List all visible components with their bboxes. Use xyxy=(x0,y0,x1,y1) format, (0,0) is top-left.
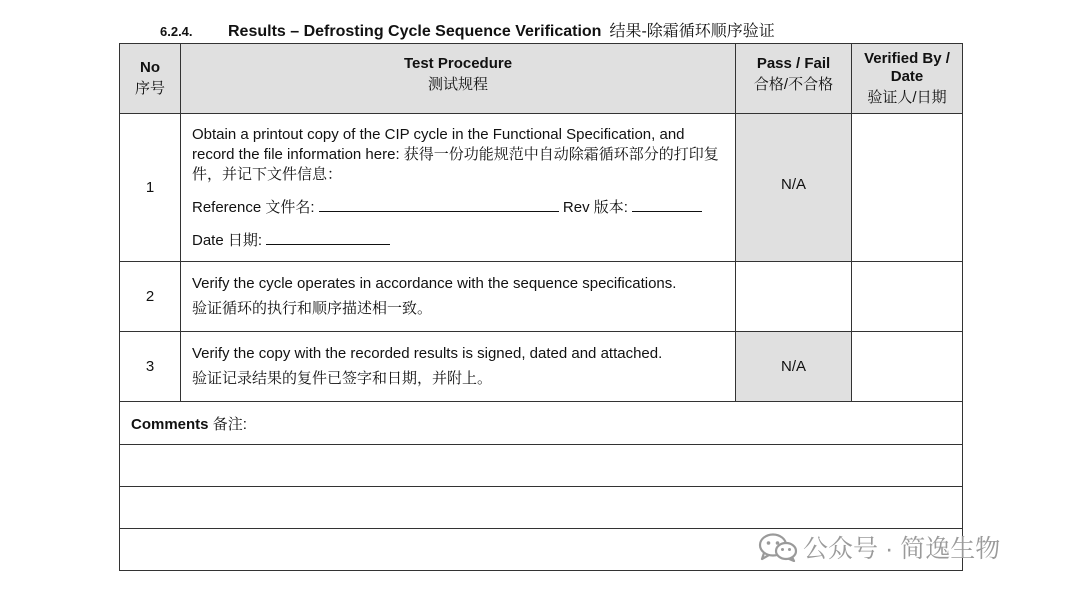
section-number: 6.2.4. xyxy=(160,24,193,39)
reference-blank[interactable] xyxy=(319,197,559,212)
header-no xyxy=(120,44,181,114)
pass-fail-cell xyxy=(736,114,852,262)
verified-cell[interactable] xyxy=(852,332,963,402)
row-number: 1 xyxy=(120,114,181,262)
pass-fail-cell[interactable] xyxy=(736,262,852,332)
header-row xyxy=(120,44,963,114)
verified-cell[interactable] xyxy=(852,114,963,262)
header-pass-fail xyxy=(736,44,852,114)
comment-line xyxy=(120,487,963,529)
pass-fail-value: N/A xyxy=(780,358,806,375)
comment-line xyxy=(120,445,963,487)
procedure-text: Obtain a printout copy of the CIP cycle in the Functional Specification, and record the file information here: 获得一份功能规范中自动除霜循环部分的打印复件，并记下文件信息： xyxy=(192,125,719,183)
procedure-text-cn: 验证记录结果的复件已签字和日期，并附上。 xyxy=(192,370,493,387)
results-table xyxy=(119,43,963,571)
comment-line-cell[interactable] xyxy=(120,487,963,529)
watermark xyxy=(757,532,1000,562)
header-verified xyxy=(852,44,963,114)
rev-label: Rev 版本: xyxy=(562,198,628,216)
date-line xyxy=(192,230,725,251)
header-no-en: No xyxy=(140,59,160,76)
procedure-cell xyxy=(181,114,736,262)
comments-label-en: Comments xyxy=(131,415,209,433)
header-pass-fail-en: Pass / Fail xyxy=(756,55,831,72)
procedure-cell xyxy=(181,332,736,402)
header-pass-fail-cn: 合格/不合格 xyxy=(753,76,834,93)
procedure-text-en: Verify the cycle operates in accordance with the sequence specifications. xyxy=(192,275,677,292)
header-verified-en: Verified By / Date xyxy=(864,49,950,85)
pass-fail-value: N/A xyxy=(780,176,806,193)
date-blank[interactable] xyxy=(266,230,390,245)
date-label: Date 日期: xyxy=(192,231,263,249)
reference-line xyxy=(192,197,725,218)
table-row xyxy=(120,332,963,402)
header-verified-cn: 验证人/日期 xyxy=(867,88,947,106)
comments-label-cn: 备注: xyxy=(212,415,247,433)
row-number: 3 xyxy=(120,332,181,402)
table-row xyxy=(120,262,963,332)
section-title-en: Results – Defrosting Cycle Sequence Verification xyxy=(228,23,602,40)
comment-line-cell[interactable] xyxy=(120,445,963,487)
row-number: 2 xyxy=(120,262,181,332)
comments-row xyxy=(120,402,963,445)
pass-fail-cell xyxy=(736,332,852,402)
header-procedure-en: Test Procedure xyxy=(403,55,513,72)
verified-cell[interactable] xyxy=(852,262,963,332)
header-procedure-cn: 测试规程 xyxy=(427,76,488,93)
section-heading xyxy=(160,18,775,41)
rev-blank[interactable] xyxy=(632,197,702,212)
procedure-text-en: Verify the copy with the recorded results is signed, dated and attached. xyxy=(192,345,663,362)
section-title-cn: 结果-除霜循环顺序验证 xyxy=(609,23,775,40)
table-row xyxy=(120,114,963,262)
procedure-text-cn: 验证循环的执行和顺序描述相一致。 xyxy=(192,300,433,317)
header-no-cn: 序号 xyxy=(134,80,165,97)
comments-cell[interactable] xyxy=(120,402,963,445)
watermark-text: 公众号 · 简逸生物 xyxy=(803,535,1001,563)
wechat-icon xyxy=(757,532,799,562)
procedure-cell xyxy=(181,262,736,332)
header-procedure xyxy=(181,44,736,114)
reference-label: Reference 文件名: xyxy=(192,198,315,216)
